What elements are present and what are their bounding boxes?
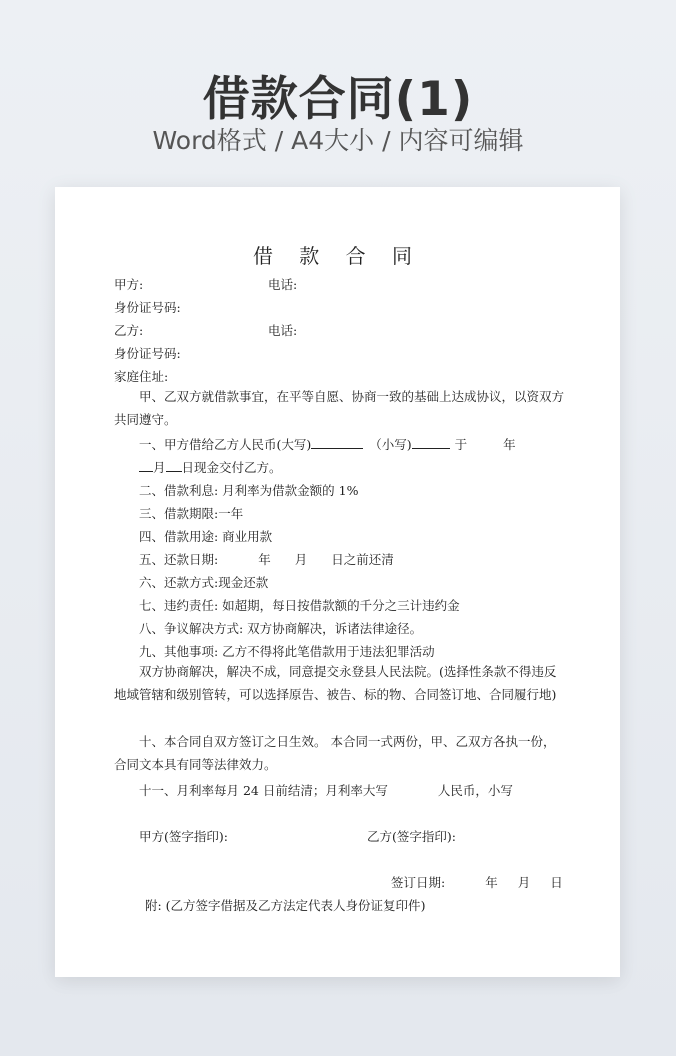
clause-1-mid: （小写) bbox=[369, 437, 412, 452]
sign-month: 月 bbox=[517, 875, 531, 890]
clause-9: 九、其他事项: 乙方不得将此笔借款用于违法犯罪活动 bbox=[139, 644, 435, 659]
clause-4: 四、借款用途: 商业用款 bbox=[139, 529, 273, 544]
clause-1-continued bbox=[139, 458, 282, 476]
document-title: 借 款 合 同 bbox=[252, 244, 423, 268]
clause-5-month: 月 bbox=[294, 552, 308, 567]
clause-6: 六、还款方式:现金还款 bbox=[139, 575, 269, 590]
clause-8: 八、争议解决方式: 双方协商解决，诉诸法律途径。 bbox=[139, 621, 423, 636]
sign-year: 年 bbox=[485, 875, 498, 890]
month-blank bbox=[139, 459, 153, 472]
clause-1 bbox=[139, 435, 516, 453]
clause-10: 十、本合同自双方签订之日生效。 本合同一式两份，甲、乙双方各执一份，合同文本具有同等法律效力。 bbox=[114, 734, 556, 772]
attachment-note: 附: (乙方签字借据及乙方法定代表人身份证复印件) bbox=[145, 898, 426, 913]
clause-5 bbox=[139, 550, 394, 568]
amount-lower-blank bbox=[412, 436, 450, 449]
clause-1-prefix: 一、甲方借给乙方人民币(大写) bbox=[139, 437, 312, 452]
clause-11-mid: 人民币，小写 bbox=[437, 783, 513, 798]
amount-upper-blank bbox=[311, 436, 363, 449]
clause-1-yu: 于 bbox=[454, 437, 468, 452]
clause-11 bbox=[139, 781, 513, 799]
clause-5-label: 五、还款日期: bbox=[139, 552, 219, 567]
clause-7: 七、违约责任: 如超期，每日按借款额的千分之三计违约金 bbox=[139, 598, 460, 613]
banner-subtitle: Word格式 / A4大小 / 内容可编辑 bbox=[152, 126, 524, 155]
party-a-phone-label: 电话: bbox=[268, 277, 298, 292]
banner-title: 借款合同(1) bbox=[202, 72, 474, 127]
document-page bbox=[55, 187, 620, 977]
clause-2: 二、借款利息: 月利率为借款金额的 1% bbox=[139, 483, 359, 498]
document-body bbox=[55, 187, 620, 977]
party-b-id-label: 身份证号码: bbox=[114, 346, 181, 361]
clause-1-year: 年 bbox=[503, 437, 516, 452]
party-b-label: 乙方: bbox=[114, 323, 144, 338]
sign-day: 日 bbox=[550, 875, 563, 890]
party-b-phone-label: 电话: bbox=[268, 323, 298, 338]
party-a-id-label: 身份证号码: bbox=[114, 300, 181, 315]
party-b-signature: 乙方(签字指印): bbox=[367, 829, 456, 844]
address-label: 家庭住址: bbox=[114, 369, 169, 384]
clause-5-year: 年 bbox=[258, 552, 271, 567]
dispute-paragraph: 双方协商解决，解决不成，同意提交永登县人民法院。(选择性条款不得违反地域管辖和级别管转，可以选择原告、被告、标的物、合同签订地、合同履行地) bbox=[114, 664, 557, 702]
party-a-signature: 甲方(签字指印): bbox=[139, 829, 228, 844]
clause-3: 三、借款期限:一年 bbox=[139, 506, 244, 521]
clause-5-rest: 日之前还清 bbox=[331, 552, 394, 567]
intro-paragraph: 甲、乙双方就借款事宜，在平等自愿、协商一致的基础上达成协议，以资双方共同遵守。 bbox=[114, 389, 565, 427]
sign-date bbox=[391, 873, 563, 891]
party-a-label: 甲方: bbox=[114, 277, 144, 292]
clause-11-label: 十一、月利率每月 24 日前结清；月利率大写 bbox=[139, 783, 388, 798]
sign-date-label: 签订日期: bbox=[391, 875, 446, 890]
clause-1-month: 月 bbox=[153, 460, 166, 475]
day-blank bbox=[166, 459, 182, 472]
clause-1-rest: 日现金交付乙方。 bbox=[181, 460, 282, 475]
